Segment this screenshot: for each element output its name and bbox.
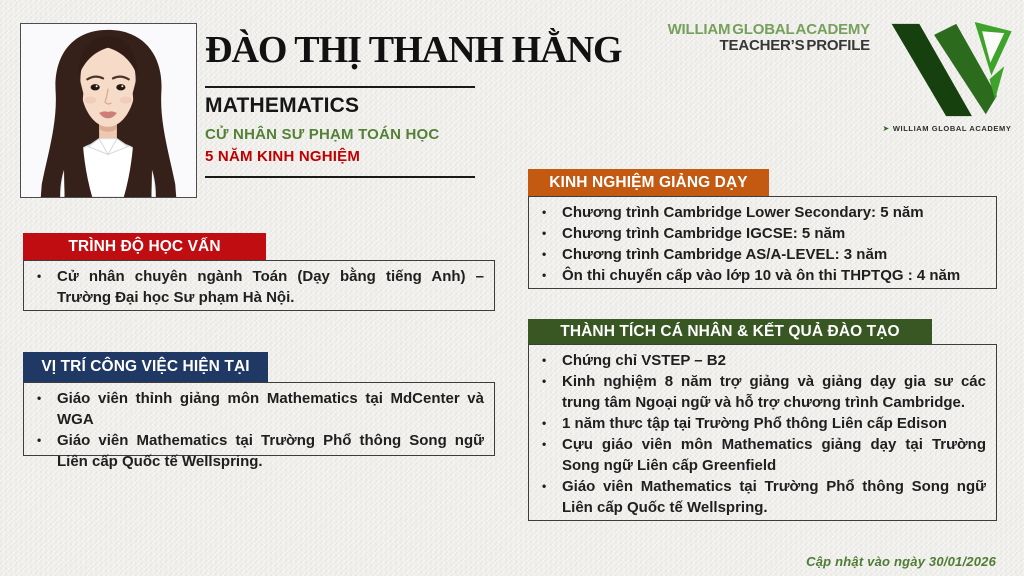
list-item-text: Chứng chỉ VSTEP – B2 [562,352,726,369]
list-item-text: Giáo viên Mathematics tại Trường Phổ thông Song ngữ Liên cấp Quốc tế Wellspring. [562,478,986,516]
section-current-position [23,352,495,470]
section-achievements [528,319,997,521]
logo-caption [878,124,1016,133]
section-body-current-position [23,382,495,470]
section-education [23,233,495,311]
section-header-education: TRÌNH ĐỘ HỌC VẤN [23,233,266,260]
list-item-text: Cựu giáo viên môn Mathematics giảng dạy tại Trường Song ngữ Liên cấp Greenfield [562,436,986,474]
experience-line: 5 NĂM KINH NGHIỆM [205,148,361,165]
portrait-illustration [21,24,196,197]
bullet-icon: • [542,205,547,219]
brand-profile-label: TEACHER’S PROFILE [719,36,870,54]
list-item-text: Chương trình Cambridge AS/A-LEVEL: 3 năm [562,246,888,263]
teacher-name: ĐÀO THỊ THANH HẰNG [205,29,622,71]
list-item-text: Giáo viên thỉnh giảng môn Mathematics tại MdCenter và WGA [57,390,484,428]
list-item [529,476,986,518]
section-header-teaching-experience: KINH NGHIỆM GIẢNG DẠY [528,169,769,196]
list-item [529,244,986,265]
bullet-icon: • [542,479,547,493]
bullet-icon: • [37,433,42,447]
list-item [529,223,986,244]
last-updated-note: Cập nhật vào ngày 30/01/2026 [806,554,996,569]
bullet-icon: • [542,374,547,388]
list-item-text: Ôn thi chuyển cấp vào lớp 10 và ôn thi THPTQG : 4 năm [562,267,961,284]
bullet-icon: • [542,416,547,430]
subject-title: MATHEMATICS [205,94,360,117]
degree-line: CỬ NHÂN SƯ PHẠM TOÁN HỌC [205,126,440,143]
bullet-icon: • [542,268,547,282]
bullet-icon: • [542,353,547,367]
section-header-current-position: VỊ TRÍ CÔNG VIỆC HIỆN TẠI [23,352,268,382]
list-item [529,413,986,434]
bullet-icon: • [37,269,42,283]
list-item [529,350,986,371]
arrow-icon: ➤ [882,124,890,133]
divider-line [205,86,475,88]
section-teaching-experience [528,169,997,289]
list-item [24,388,484,430]
teacher-portrait-photo [20,23,197,198]
list-item [529,265,986,286]
logo-caption-text: WILLIAM GLOBAL ACADEMY [892,124,1012,133]
section-header-achievements: THÀNH TÍCH CÁ NHÂN & KẾT QUẢ ĐÀO TẠO [528,319,932,344]
list-item-text: Kinh nghiệm 8 năm trợ giảng và giảng dạy gia sư các trung tâm Ngoại ngữ và hỗ trợ chương trình Cambridge. [562,373,986,411]
list-item [529,202,986,223]
wga-logo-icon [878,22,1016,118]
list-item-text: Giáo viên Mathematics tại Trường Phổ thông Song ngữ Liên cấp Quốc tế Wellspring. [57,432,484,470]
bullet-icon: • [542,226,547,240]
bullet-icon: • [542,437,547,451]
list-item [24,266,484,308]
list-item-text: Cử nhân chuyên ngành Toán (Dạy bằng tiếng Anh) – Trường Đại học Sư phạm Hà Nội. [57,268,484,306]
divider-line [205,176,475,178]
brand-header [560,22,870,54]
section-body-achievements [528,344,997,521]
list-item [529,371,986,413]
list-item-text: 1 năm thưc tập tại Trường Phổ thông Liên cấp Edison [562,415,947,432]
list-item-text: Chương trình Cambridge IGCSE: 5 năm [562,225,846,242]
section-body-teaching-experience [528,196,997,289]
brand-academy-name: WILLIAM GLOBAL ACADEMY [667,21,870,38]
list-item [529,434,986,476]
list-item-text: Chương trình Cambridge Lower Secondary: 5 năm [562,204,924,221]
bullet-icon: • [542,247,547,261]
bullet-icon: • [37,391,42,405]
section-body-education [23,260,495,311]
wga-logo [878,22,1016,133]
list-item [24,430,484,472]
